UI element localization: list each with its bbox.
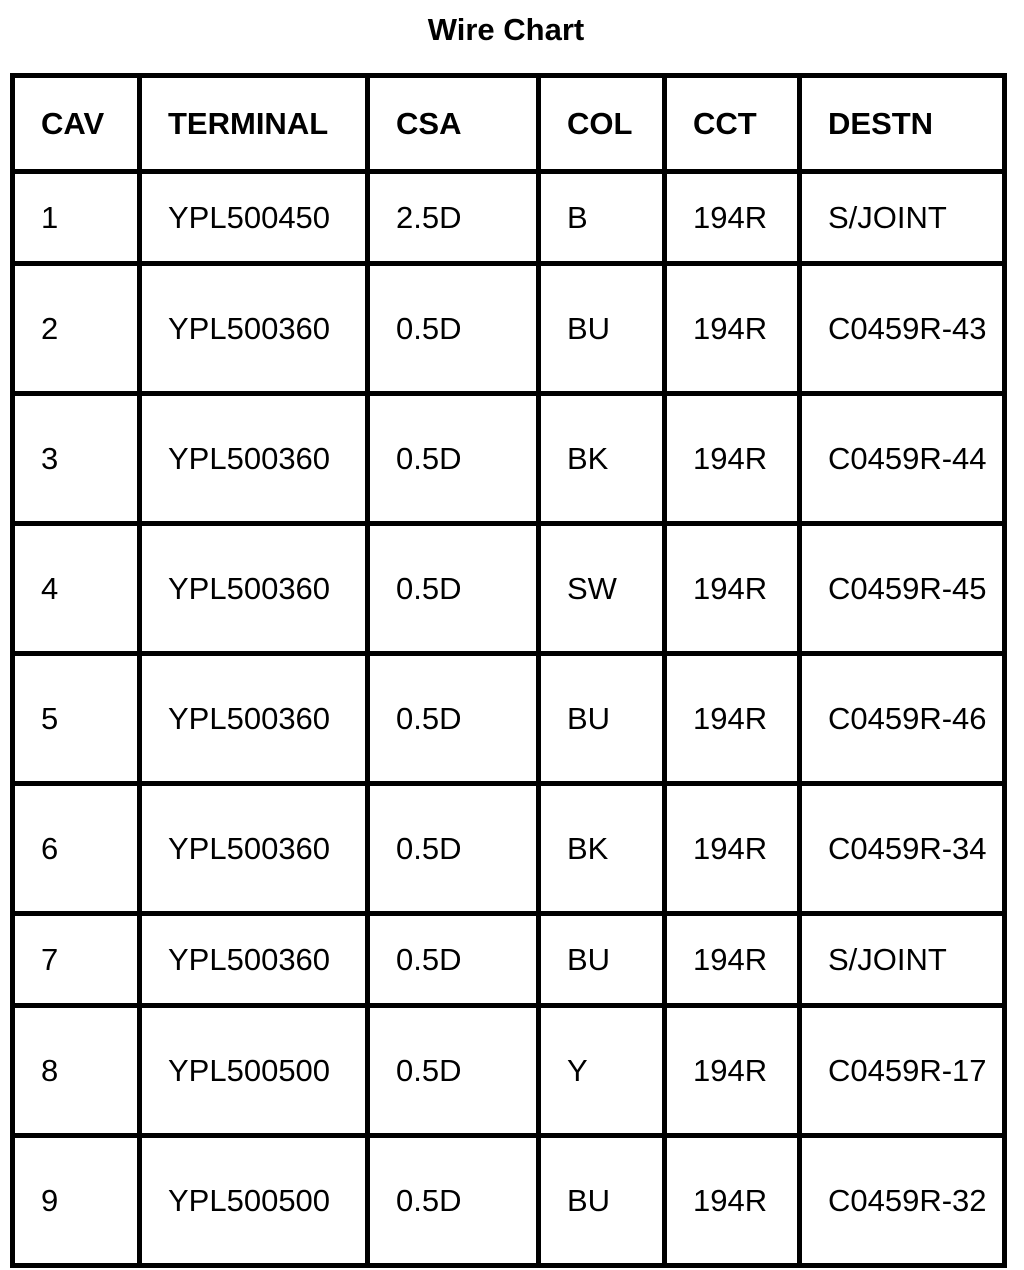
cell-destn: C0459R-46	[800, 654, 1005, 784]
cell-csa: 0.5D	[368, 784, 539, 914]
cell-csa: 0.5D	[368, 524, 539, 654]
cell-col: Y	[539, 1006, 665, 1136]
cell-cav: 3	[13, 394, 140, 524]
table-row	[13, 784, 1005, 914]
column-header-terminal: TERMINAL	[140, 76, 368, 172]
page-title: Wire Chart	[427, 12, 585, 47]
cell-cct: 194R	[665, 524, 800, 654]
cell-terminal: YPL500360	[140, 264, 368, 394]
table-header-row	[13, 76, 1005, 172]
cell-cct: 194R	[665, 394, 800, 524]
cell-cct: 194R	[665, 784, 800, 914]
cell-cav: 9	[13, 1136, 140, 1266]
cell-terminal: YPL500360	[140, 394, 368, 524]
table-row	[13, 1006, 1005, 1136]
cell-destn: S/JOINT	[800, 172, 1005, 264]
cell-col: BK	[539, 394, 665, 524]
table-row	[13, 394, 1005, 524]
cell-terminal: YPL500450	[140, 172, 368, 264]
cell-cav: 6	[13, 784, 140, 914]
cell-terminal: YPL500360	[140, 654, 368, 784]
cell-csa: 0.5D	[368, 394, 539, 524]
table-row	[13, 264, 1005, 394]
cell-cct: 194R	[665, 172, 800, 264]
cell-cct: 194R	[665, 1006, 800, 1136]
cell-destn: S/JOINT	[800, 914, 1005, 1006]
cell-cav: 4	[13, 524, 140, 654]
cell-destn: C0459R-44	[800, 394, 1005, 524]
cell-csa: 0.5D	[368, 1136, 539, 1266]
cell-cct: 194R	[665, 654, 800, 784]
cell-csa: 2.5D	[368, 172, 539, 264]
cell-terminal: YPL500500	[140, 1006, 368, 1136]
cell-destn: C0459R-17	[800, 1006, 1005, 1136]
column-header-cav: CAV	[13, 76, 140, 172]
cell-terminal: YPL500360	[140, 784, 368, 914]
cell-col: BU	[539, 914, 665, 1006]
table-row	[13, 524, 1005, 654]
cell-csa: 0.5D	[368, 654, 539, 784]
table-row	[13, 914, 1005, 1006]
cell-terminal: YPL500360	[140, 914, 368, 1006]
cell-cct: 194R	[665, 1136, 800, 1266]
table-row	[13, 654, 1005, 784]
cell-destn: C0459R-43	[800, 264, 1005, 394]
cell-destn: C0459R-45	[800, 524, 1005, 654]
cell-col: BK	[539, 784, 665, 914]
cell-cav: 8	[13, 1006, 140, 1136]
cell-col: BU	[539, 264, 665, 394]
cell-col: BU	[539, 1136, 665, 1266]
column-header-csa: CSA	[368, 76, 539, 172]
column-header-col: COL	[539, 76, 665, 172]
cell-cav: 2	[13, 264, 140, 394]
cell-cct: 194R	[665, 914, 800, 1006]
cell-csa: 0.5D	[368, 264, 539, 394]
cell-cav: 1	[13, 172, 140, 264]
cell-terminal: YPL500500	[140, 1136, 368, 1266]
cell-col: SW	[539, 524, 665, 654]
cell-csa: 0.5D	[368, 1006, 539, 1136]
cell-csa: 0.5D	[368, 914, 539, 1006]
cell-terminal: YPL500360	[140, 524, 368, 654]
cell-destn: C0459R-34	[800, 784, 1005, 914]
cell-cct: 194R	[665, 264, 800, 394]
column-header-destn: DESTN	[800, 76, 1005, 172]
column-header-cct: CCT	[665, 76, 800, 172]
wire-chart-table	[10, 73, 1007, 1268]
cell-col: B	[539, 172, 665, 264]
table-row	[13, 172, 1005, 264]
cell-cav: 5	[13, 654, 140, 784]
cell-destn: C0459R-32	[800, 1136, 1005, 1266]
cell-col: BU	[539, 654, 665, 784]
table-row	[13, 1136, 1005, 1266]
cell-cav: 7	[13, 914, 140, 1006]
